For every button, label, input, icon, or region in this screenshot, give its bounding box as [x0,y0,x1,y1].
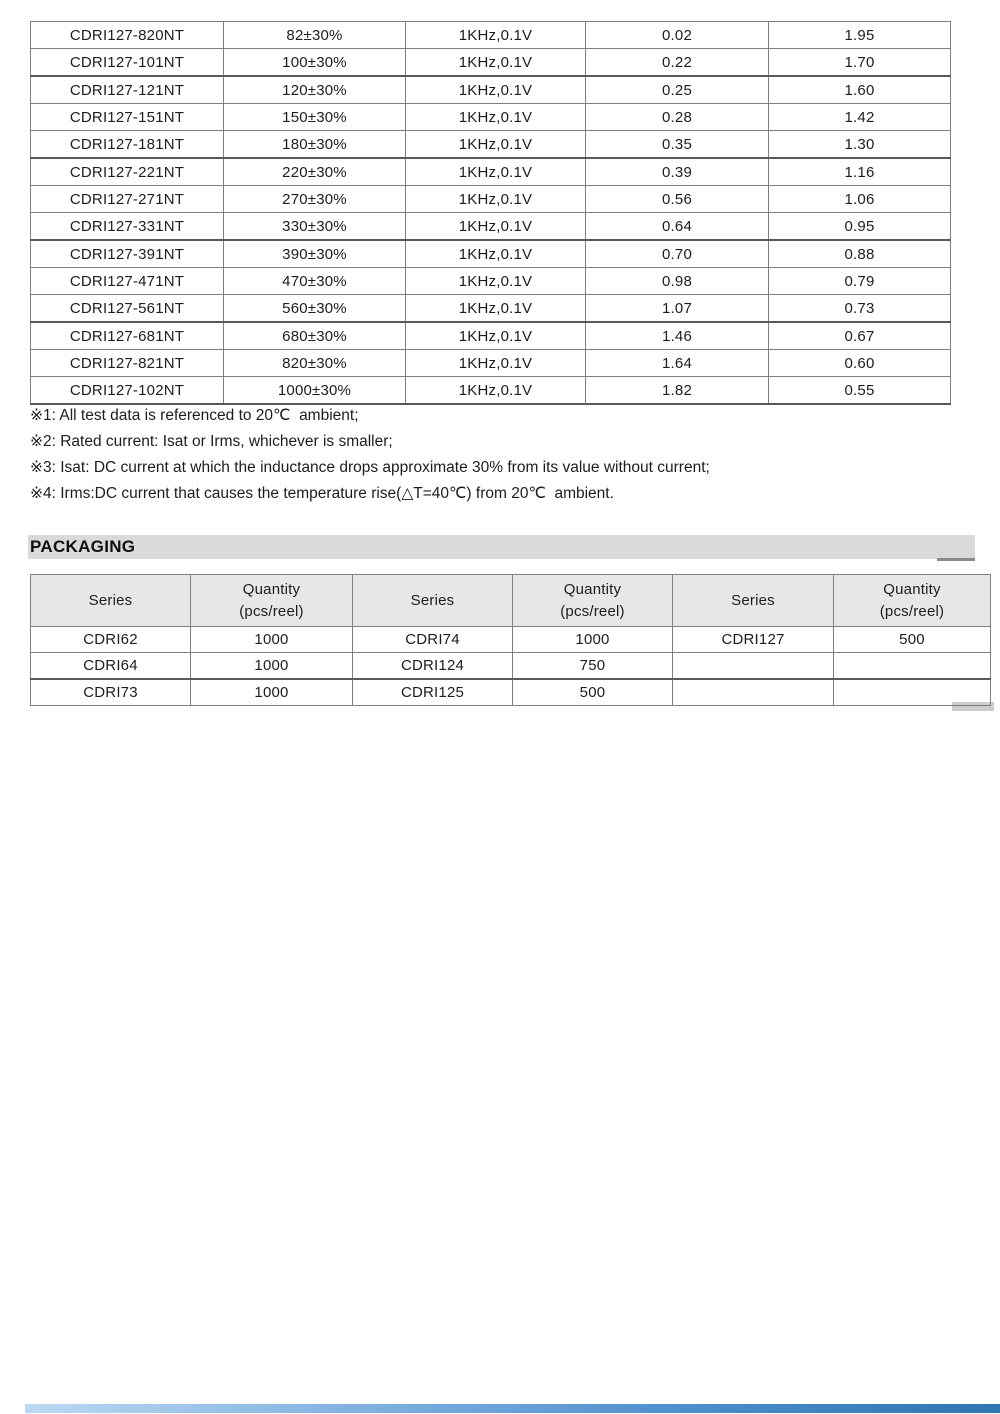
packaging-table-row [31,679,991,706]
spec-cell: 1KHz,0.1V [406,268,586,295]
spec-cell: 1000±30% [224,377,406,405]
spec-cell: 120±30% [224,76,406,104]
footnote-line: ※1: All test data is referenced to 20℃ ambient; [30,407,359,424]
spec-cell: 0.70 [586,240,769,268]
packaging-cell: CDRI127 [673,627,834,653]
spec-table-row [31,213,951,241]
spec-cell: 0.02 [586,22,769,49]
spec-cell: CDRI127-681NT [31,322,224,350]
packaging-cell [673,679,834,706]
packaging-header-quantity [834,575,991,627]
spec-cell: 220±30% [224,158,406,186]
packaging-table [30,574,991,706]
packaging-cell [673,653,834,680]
spec-cell: 0.60 [769,350,951,377]
spec-cell: 0.56 [586,186,769,213]
spec-cell: CDRI127-151NT [31,104,224,131]
spec-cell: 1.06 [769,186,951,213]
spec-cell: 680±30% [224,322,406,350]
packaging-header-row [31,575,991,627]
spec-cell: CDRI127-181NT [31,131,224,159]
packaging-table-row [31,653,991,680]
packaging-header-series: Series [673,575,834,627]
spec-table [30,21,951,405]
spec-cell: 0.88 [769,240,951,268]
spec-cell: 0.64 [586,213,769,241]
packaging-cell: CDRI62 [31,627,191,653]
spec-cell: 1.82 [586,377,769,405]
spec-cell: 1.07 [586,295,769,323]
packaging-cell: 500 [513,679,673,706]
spec-cell: 1.95 [769,22,951,49]
spec-cell: 0.55 [769,377,951,405]
packaging-cell: CDRI73 [31,679,191,706]
footnote-line: ※3: Isat: DC current at which the inductance drops approximate 30% from its value without current; [30,459,710,476]
spec-cell: CDRI127-102NT [31,377,224,405]
packaging-table-row [31,627,991,653]
spec-cell: 820±30% [224,350,406,377]
spec-table-row [31,131,951,159]
spec-cell: 1.64 [586,350,769,377]
spec-table-row [31,49,951,77]
spec-cell: 1KHz,0.1V [406,104,586,131]
spec-cell: CDRI127-221NT [31,158,224,186]
spec-table-row [31,186,951,213]
spec-cell: 1KHz,0.1V [406,131,586,159]
quantity-unit-label: (pcs/reel) [879,602,945,620]
quantity-unit-label: (pcs/reel) [239,602,304,620]
spec-cell: 330±30% [224,213,406,241]
spec-cell: 1.16 [769,158,951,186]
spec-cell: 1.30 [769,131,951,159]
spec-cell: 0.28 [586,104,769,131]
quantity-label: Quantity [883,580,941,598]
packaging-cell: CDRI125 [353,679,513,706]
quantity-label: Quantity [563,580,622,598]
spec-cell: 470±30% [224,268,406,295]
spec-table-row [31,22,951,49]
spec-table-row [31,295,951,323]
packaging-cell: 1000 [191,627,353,653]
spec-cell: CDRI127-820NT [31,22,224,49]
packaging-header-series: Series [353,575,513,627]
spec-cell: 390±30% [224,240,406,268]
spec-cell: 0.25 [586,76,769,104]
spec-cell: 0.73 [769,295,951,323]
packaging-cell [834,679,991,706]
footnotes [30,403,710,507]
quantity-unit-label: (pcs/reel) [560,602,625,620]
spec-cell: 0.67 [769,322,951,350]
spec-table-row [31,104,951,131]
packaging-header-quantity [191,575,353,627]
spec-cell: 1.60 [769,76,951,104]
packaging-cell: CDRI124 [353,653,513,680]
packaging-cell [834,653,991,680]
section-bar-dash [937,558,975,561]
packaging-cell: 750 [513,653,673,680]
spec-cell: CDRI127-331NT [31,213,224,241]
packaging-cell: 1000 [191,653,353,680]
spec-cell: CDRI127-121NT [31,76,224,104]
spec-cell: 1.46 [586,322,769,350]
spec-cell: 1KHz,0.1V [406,158,586,186]
spec-cell: 1KHz,0.1V [406,295,586,323]
spec-cell: 1KHz,0.1V [406,350,586,377]
spec-cell: 1KHz,0.1V [406,240,586,268]
spec-cell: 82±30% [224,22,406,49]
packaging-section-title: PACKAGING [30,537,136,556]
spec-table-row [31,76,951,104]
spec-cell: CDRI127-101NT [31,49,224,77]
spec-table-row [31,350,951,377]
spec-cell: 1.42 [769,104,951,131]
packaging-header-quantity [513,575,673,627]
packaging-cell: CDRI64 [31,653,191,680]
spec-cell: 1KHz,0.1V [406,49,586,77]
packaging-header-series: Series [31,575,191,627]
spec-table-row [31,240,951,268]
footnote-line: ※4: Irms:DC current that causes the temperature rise(△T=40℃) from 20℃ ambient. [30,485,614,502]
spec-cell: 100±30% [224,49,406,77]
footer-accent-bar [25,1404,1000,1413]
spec-table-row [31,268,951,295]
spec-cell: CDRI127-471NT [31,268,224,295]
spec-cell: 0.79 [769,268,951,295]
spec-cell: 1KHz,0.1V [406,377,586,405]
spec-cell: 1KHz,0.1V [406,186,586,213]
spec-cell: CDRI127-271NT [31,186,224,213]
spec-cell: 150±30% [224,104,406,131]
spec-cell: 1KHz,0.1V [406,22,586,49]
spec-cell: 180±30% [224,131,406,159]
spec-cell: 1KHz,0.1V [406,76,586,104]
footnote-line: ※2: Rated current: Isat or Irms, whichever is smaller; [30,433,393,450]
spec-cell: CDRI127-821NT [31,350,224,377]
spec-cell: 270±30% [224,186,406,213]
spec-cell: 1.70 [769,49,951,77]
packaging-cell: CDRI74 [353,627,513,653]
spec-table-row [31,158,951,186]
spec-cell: 1KHz,0.1V [406,322,586,350]
spec-cell: 0.98 [586,268,769,295]
spec-cell: 0.39 [586,158,769,186]
quantity-label: Quantity [242,580,301,598]
spec-cell: 0.35 [586,131,769,159]
spec-cell: 0.22 [586,49,769,77]
spec-table-row [31,322,951,350]
spec-table-row [31,377,951,405]
packaging-section-bar [28,535,975,559]
packaging-cell: 1000 [513,627,673,653]
spec-cell: 1KHz,0.1V [406,213,586,241]
spec-cell: 0.95 [769,213,951,241]
spec-cell: 560±30% [224,295,406,323]
spec-cell: CDRI127-561NT [31,295,224,323]
spec-cell: CDRI127-391NT [31,240,224,268]
packaging-cell: 500 [834,627,991,653]
packaging-cell: 1000 [191,679,353,706]
